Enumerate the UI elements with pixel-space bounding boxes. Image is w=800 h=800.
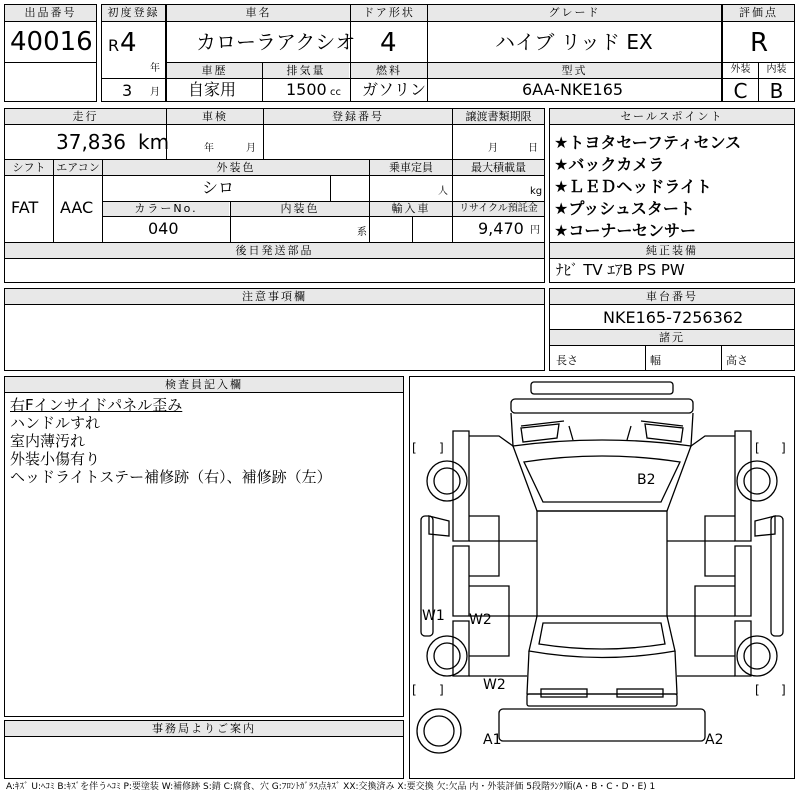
height-label: 高さ [726,354,748,367]
inspection-year-unit: 年 [204,143,214,154]
load-label: 最大積載量 [453,160,544,175]
interior-color-label: 内装色 [231,202,369,216]
transfer-label: 譲渡書類期限 [453,109,544,124]
score-label: 評価点 [723,5,794,21]
sales-points-label: セールスポイント [550,109,794,124]
mark-w1: W1 [422,608,445,624]
bracket-left-close: ] [439,441,444,455]
bracket-rear-left-close: ] [439,683,444,697]
recycle-unit: 円 [530,225,540,236]
sales-point-item: ★トヨタセーフティセンス [554,133,742,152]
fuel-label: 燃料 [351,63,427,78]
color: シロ [202,178,235,197]
interior-grade-label: 内装 [766,64,787,75]
inspection-label: 車検 [167,109,263,124]
month: 3 [122,81,133,100]
diagram-marks [412,441,786,748]
exterior-grade: C [733,79,748,103]
fuel: ガソリン [362,80,427,99]
inspector-note: ヘッドライトステー補修跡（右）、補修跡（左） [10,468,332,486]
model-label: 型式 [428,63,721,78]
mark-b2: B2 [637,472,656,488]
car-diagram [409,376,795,779]
history-label: 車歴 [167,63,262,78]
sales-point-item: ★バックカメラ [554,155,665,174]
year-unit: 年 [150,63,160,74]
recycle-label: リサイクル預託金 [453,202,544,216]
notes-label: 注意事項欄 [5,289,544,304]
bracket-right-open: [ [755,441,760,455]
capacity-label: 乗車定員 [370,160,452,175]
history: 自家用 [188,80,237,99]
length-label: 長さ [556,354,578,367]
inspector-note: 右Fインサイドパネル歪み [10,396,183,414]
sales-point-item: ★コーナーセンサー [554,221,697,240]
chassis-number: NKE165-7256362 [603,308,744,327]
legend: A:ｷｽﾞ U:ﾍｺﾐ B:ｷｽﾞを伴うﾍｺﾐ P:要塗装 W:補修跡 S:錆 C:腐食、穴 G:ﾌﾛﾝﾄｶﾞﾗｽ点ｷｽﾞ XX:交換済み X:要交換 欠:欠品 内・外装評価 5段階ﾗﾝｸ順(A・B・C・D・E) 1 [6,782,656,792]
reg-number-label: 登録番号 [264,109,452,124]
later-parts-label: 後日発送部品 [5,243,544,258]
interior-color-unit: 系 [357,227,367,238]
chassis-label: 車台番号 [550,289,794,304]
aircon-label: エアコン [54,160,102,175]
transfer-month-unit: 月 [488,143,498,154]
color-label: 外装色 [103,160,369,175]
mark-a2: A2 [705,732,724,748]
score: R [750,28,769,58]
aircon: AAC [60,198,94,217]
bracket-rear-right-close: ] [781,683,786,697]
equipment-value: ﾅﾋﾞ TV ｴｱB PS PW [556,261,685,279]
dims-label: 諸元 [550,330,794,345]
inspector-note: ハンドルすれ [10,414,101,432]
year: 4 [120,28,137,58]
shift-label: シフト [5,160,53,175]
equipment-label: 純正装備 [550,243,794,258]
displacement-label: 排気量 [263,63,349,78]
shift: FAT [11,198,39,217]
sales-point-item: ★プッシュスタート [554,199,695,218]
first-reg-label: 初度登録 [102,5,165,21]
lot-number-label: 出品番号 [5,5,96,21]
sales-point-item: ★ＬＥＤヘッドライト [554,177,712,196]
load-unit: kg [530,186,543,197]
inspector-note: 室内薄汚れ [10,432,86,450]
displacement: 1500 [286,80,327,99]
car-name-label: 車名 [167,5,350,21]
inspection-month-unit: 月 [246,143,256,154]
color-no: 040 [148,219,179,238]
mark-w2-front: W2 [469,612,492,628]
doors-label: ドア形状 [351,5,427,21]
mileage-unit: km [138,130,170,154]
car-name: カローラアクシオ [196,30,356,54]
import-label: 輸入車 [370,202,452,216]
interior-grade: B [769,79,784,103]
grade-label: グレード [428,5,721,21]
lot-number: 40016 [10,27,93,57]
mileage-label: 走行 [5,109,166,124]
office-label: 事務局よりご案内 [5,721,403,736]
recycle: 9,470 [478,219,524,238]
mark-a1: A1 [483,732,502,748]
doors: 4 [380,28,397,58]
grade: ハイブ リッド EX [495,30,653,54]
model: 6AA-NKE165 [522,80,624,99]
bracket-left-open: [ [412,441,417,455]
inspector-note: 外装小傷有り [10,450,101,468]
month-unit: 月 [150,87,160,98]
mileage: 37,836 [56,130,126,154]
transfer-day-unit: 日 [528,143,538,154]
color-no-label: カラーNo. [103,202,229,216]
inspector-label: 検査員記入欄 [5,377,403,392]
exterior-grade-label: 外装 [730,64,751,75]
mark-w2-rear: W2 [483,677,506,693]
bracket-rear-right-open: [ [755,683,760,697]
capacity-unit: 人 [438,186,448,197]
bracket-rear-left-open: [ [412,683,417,697]
width-label: 幅 [650,354,661,367]
displacement-unit: cc [330,87,341,98]
era: R [108,36,120,55]
bracket-right-close: ] [781,441,786,455]
car-outline-shapes [417,382,783,753]
